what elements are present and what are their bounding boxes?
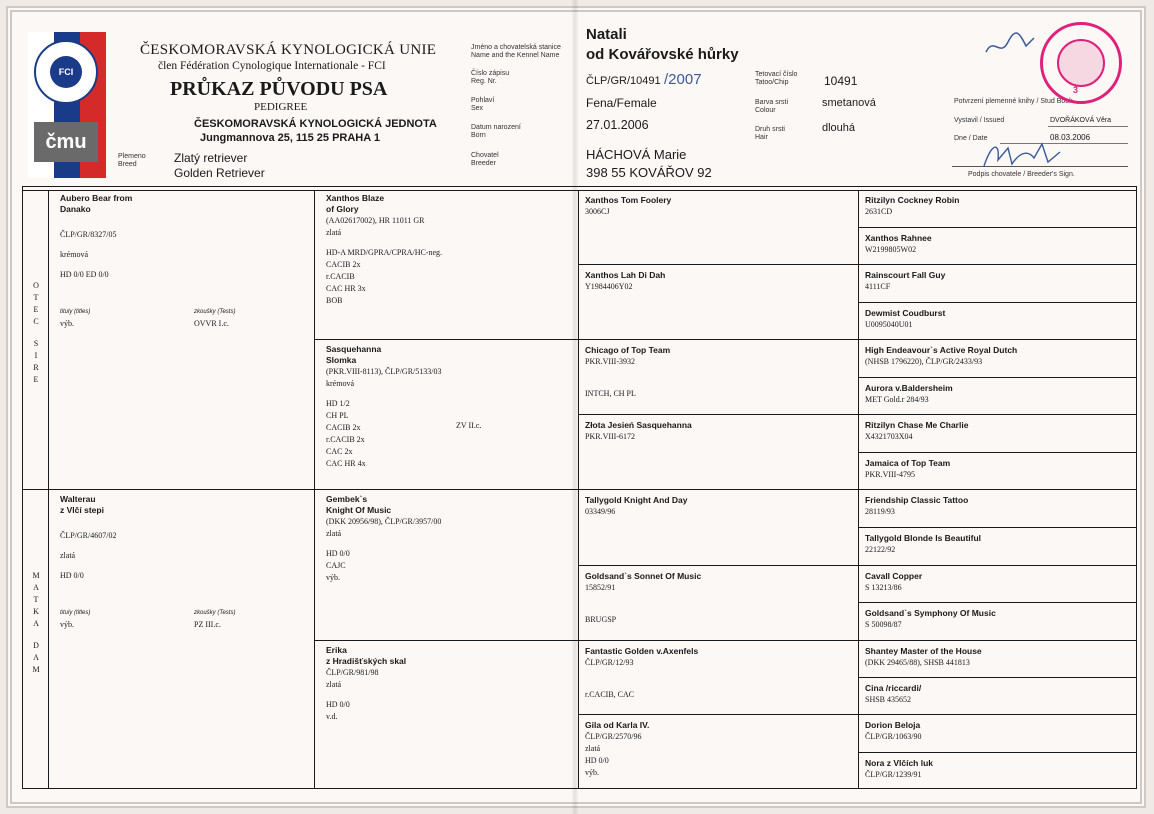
breeder-signature [978,138,1068,174]
sex-label-en: Sex [471,105,484,112]
born-label-cz: Datum narození [471,124,521,131]
sire-titles: výb. [60,319,74,328]
club-address: Jungmannova 25, 115 25 PRAHA 1 [200,132,380,144]
breed-cz: Zlatý retriever [174,151,248,165]
grandparent-cell: Erika z Hradišťských skal ČLP/GR/981/98 zlatá HD 0/0 v.d. [326,645,407,721]
issued-by: DVOŘÁKOVÁ Věra [1050,117,1112,124]
grandparent-extra-test: ZV II.c. [456,421,482,430]
name-label-en: Name and the Kennel Name [471,52,560,59]
grandparent-cell: Sasquehanna Slomka (PKR.VIII-8113), ČLP/GR/5133/03 krémová HD 1/2 CH PL CACIB 2x r.CACIB 2x CAC 2x CAC HR 4x [326,344,442,468]
gg-grandparent-cell: Goldsand`s Symphony Of Music S 50098/87 [865,608,996,629]
dam-titles-label: tituly (titles) [60,610,91,616]
colour-value: smetanová [822,97,876,109]
issue-date: 08.03.2006 [1050,133,1091,142]
great-grandparent-cell: Fantastic Golden v.Axenfels ČLP/GR/12/93 r.CACIB, CAC [585,646,699,699]
breeder-label-en: Breeder [471,160,496,167]
dam-cell: Walterau z Vlčí stepi ČLP/GR/4607/02 zlatá HD 0/0 [60,494,117,580]
gg-grandparent-cell: Cina /riccardi/ SHSB 435652 [865,683,922,704]
dam-tests-label: zkoušky (Tests) [194,610,236,616]
grandparent-cell: Xanthos Blaze of Glory (AA02617002), HR 11011 GR zlatá HD-A MRD/GPRA/CPRA/HC-neg. CACIB 2x r.CACIB CAC HR 3x BOB [326,193,443,305]
dam-titles: výb. [60,620,74,629]
club-name: ČESKOMORAVSKÁ KYNOLOGICKÁ JEDNOTA [194,118,437,130]
gg-grandparent-cell: Shantey Master of the House (DKK 29465/88), SHSB 441813 [865,646,982,667]
colour-label-cz: Barva srsti [755,99,789,106]
gg-grandparent-cell: Cavall Copper S 13213/86 [865,571,923,592]
born-label-en: Born [471,132,486,139]
great-grandparent-cell: Chicago of Top Team PKR.VIII-3932 INTCH, CH PL [585,345,671,398]
sire-titles-label: tituly (titles) [60,309,91,315]
stamp-number: 3 [1073,85,1079,95]
gg-grandparent-cell: Ritzilyn Chase Me Charlie X4321703X04 [865,420,969,441]
dam-tests: PZ III.c. [194,620,221,629]
breeder-name: HÁCHOVÁ Marie [586,147,687,162]
gg-grandparent-cell: Dewmist Coudburst U0095040U01 [865,308,946,329]
gg-grandparent-cell: Ritzilyn Cockney Robin 2631CD [865,195,960,216]
signature-label: Podpis chovatele / Breeder's Sign. [968,171,1075,178]
fci-emblem [34,40,98,104]
gg-grandparent-cell: Dorion Beloja ČLP/GR/1063/90 [865,720,922,741]
hair-value: dlouhá [822,122,856,134]
handwritten-initials [982,28,1042,62]
gg-grandparent-cell: Tallygold Blonde Is Beautiful 22122/92 [865,533,982,554]
gg-grandparent-cell: Friendship Classic Tattoo 28119/93 [865,495,969,516]
grandparent-cell: Gembek`s Knight Of Music (DKK 20956/98), ČLP/GR/3957/00 zlatá HD 0/0 CAJC výb. [326,494,442,582]
reg-label-cz: Číslo zápisu [471,70,510,77]
sex-label-cz: Pohlaví [471,97,495,104]
tattoo-value: 10491 [824,74,858,88]
tattoo-label-cz: Tetovací číslo [755,71,798,78]
sire-tests: OVVR I.c. [194,319,229,328]
sex-value: Fena/Female [586,96,657,110]
studbook-label: Potvrzení plemenné knihy / Stud Book [954,98,1073,105]
great-grandparent-cell: Xanthos Tom Foolery 3006CJ [585,195,672,216]
breeder-label-cz: Chovatel [471,152,499,159]
hair-label-cz: Druh srsti [755,126,785,133]
org-title: ČESKOMORAVSKÁ KYNOLOGICKÁ UNIE [140,42,437,58]
document-title: PRŮKAZ PŮVODU PSA [170,78,388,100]
gg-grandparent-cell: Xanthos Rahnee W2199805W02 [865,233,932,254]
cmku-emblem: čmu [34,122,98,162]
born-value: 27.01.2006 [586,118,649,132]
gg-grandparent-cell: High Endeavour`s Active Royal Dutch (NHSB 1796220), ČLP/GR/2433/93 [865,345,1018,366]
breed-en: Golden Retriever [174,166,265,180]
gg-grandparent-cell: Nora z Vlčích luk ČLP/GR/1239/91 [865,758,934,779]
dog-name-line2: od Kovářovské hůrky [586,46,739,63]
date-label: Dne / Date [954,135,988,142]
great-grandparent-cell: Złota Jesień Sasquehanna PKR.VIII-6172 [585,420,692,441]
gg-grandparent-cell: Jamaica of Top Team PKR.VIII-4795 [865,458,951,479]
breed-label-en: Breed [118,161,137,168]
studbook-stamp [1040,22,1122,104]
sire-tests-label: zkoušky (Tests) [194,309,236,315]
great-grandparent-cell: Xanthos Lah Di Dah Y1984406Y02 [585,270,666,291]
great-grandparent-cell: Gila od Karla IV. ČLP/GR/2570/96 zlatá HD 0/0 výb. [585,720,650,777]
reg-label-en: Reg. Nr. [471,78,497,85]
organization-logo [28,32,106,178]
reg-number: ČLP/GR/10491 [586,75,661,87]
great-grandparent-cell: Goldsand`s Sonnet Of Music 15852/91 BRUGSP [585,571,702,624]
breed-label-cz: Plemeno [118,153,146,160]
name-label-cz: Jméno a chovatelská stanice [471,44,561,51]
colour-label-en: Colour [755,107,776,114]
dog-name-line1: Natali [586,26,627,43]
issued-label: Vystavil / Issued [954,117,1005,124]
breeder-address: 398 55 KOVÁŘOV 92 [586,165,712,180]
gg-grandparent-cell: Rainscourt Fall Guy 4111CF [865,270,946,291]
dam-side-label: M A T K A D A M [32,571,40,674]
document-subtitle: PEDIGREE [254,101,308,113]
great-grandparent-cell: Tallygold Knight And Day 03349/96 [585,495,688,516]
tattoo-label-en: Tatoo/Chip [755,79,789,86]
gg-grandparent-cell: Aurora v.Baldersheim MET Gold.r 284/93 [865,383,953,404]
sire-side-label: O T E C S I R E [33,281,39,384]
sire-cell: Aubero Bear from Danako ČLP/GR/8327/05 krémová HD 0/0 ED 0/0 [60,193,133,279]
hair-label-en: Hair [755,134,768,141]
fci-label: FCI [50,56,82,88]
reg-year-handwritten: /2007 [664,71,702,88]
org-subtitle: člen Fédération Cynologique Internationale - FCI [158,60,386,72]
